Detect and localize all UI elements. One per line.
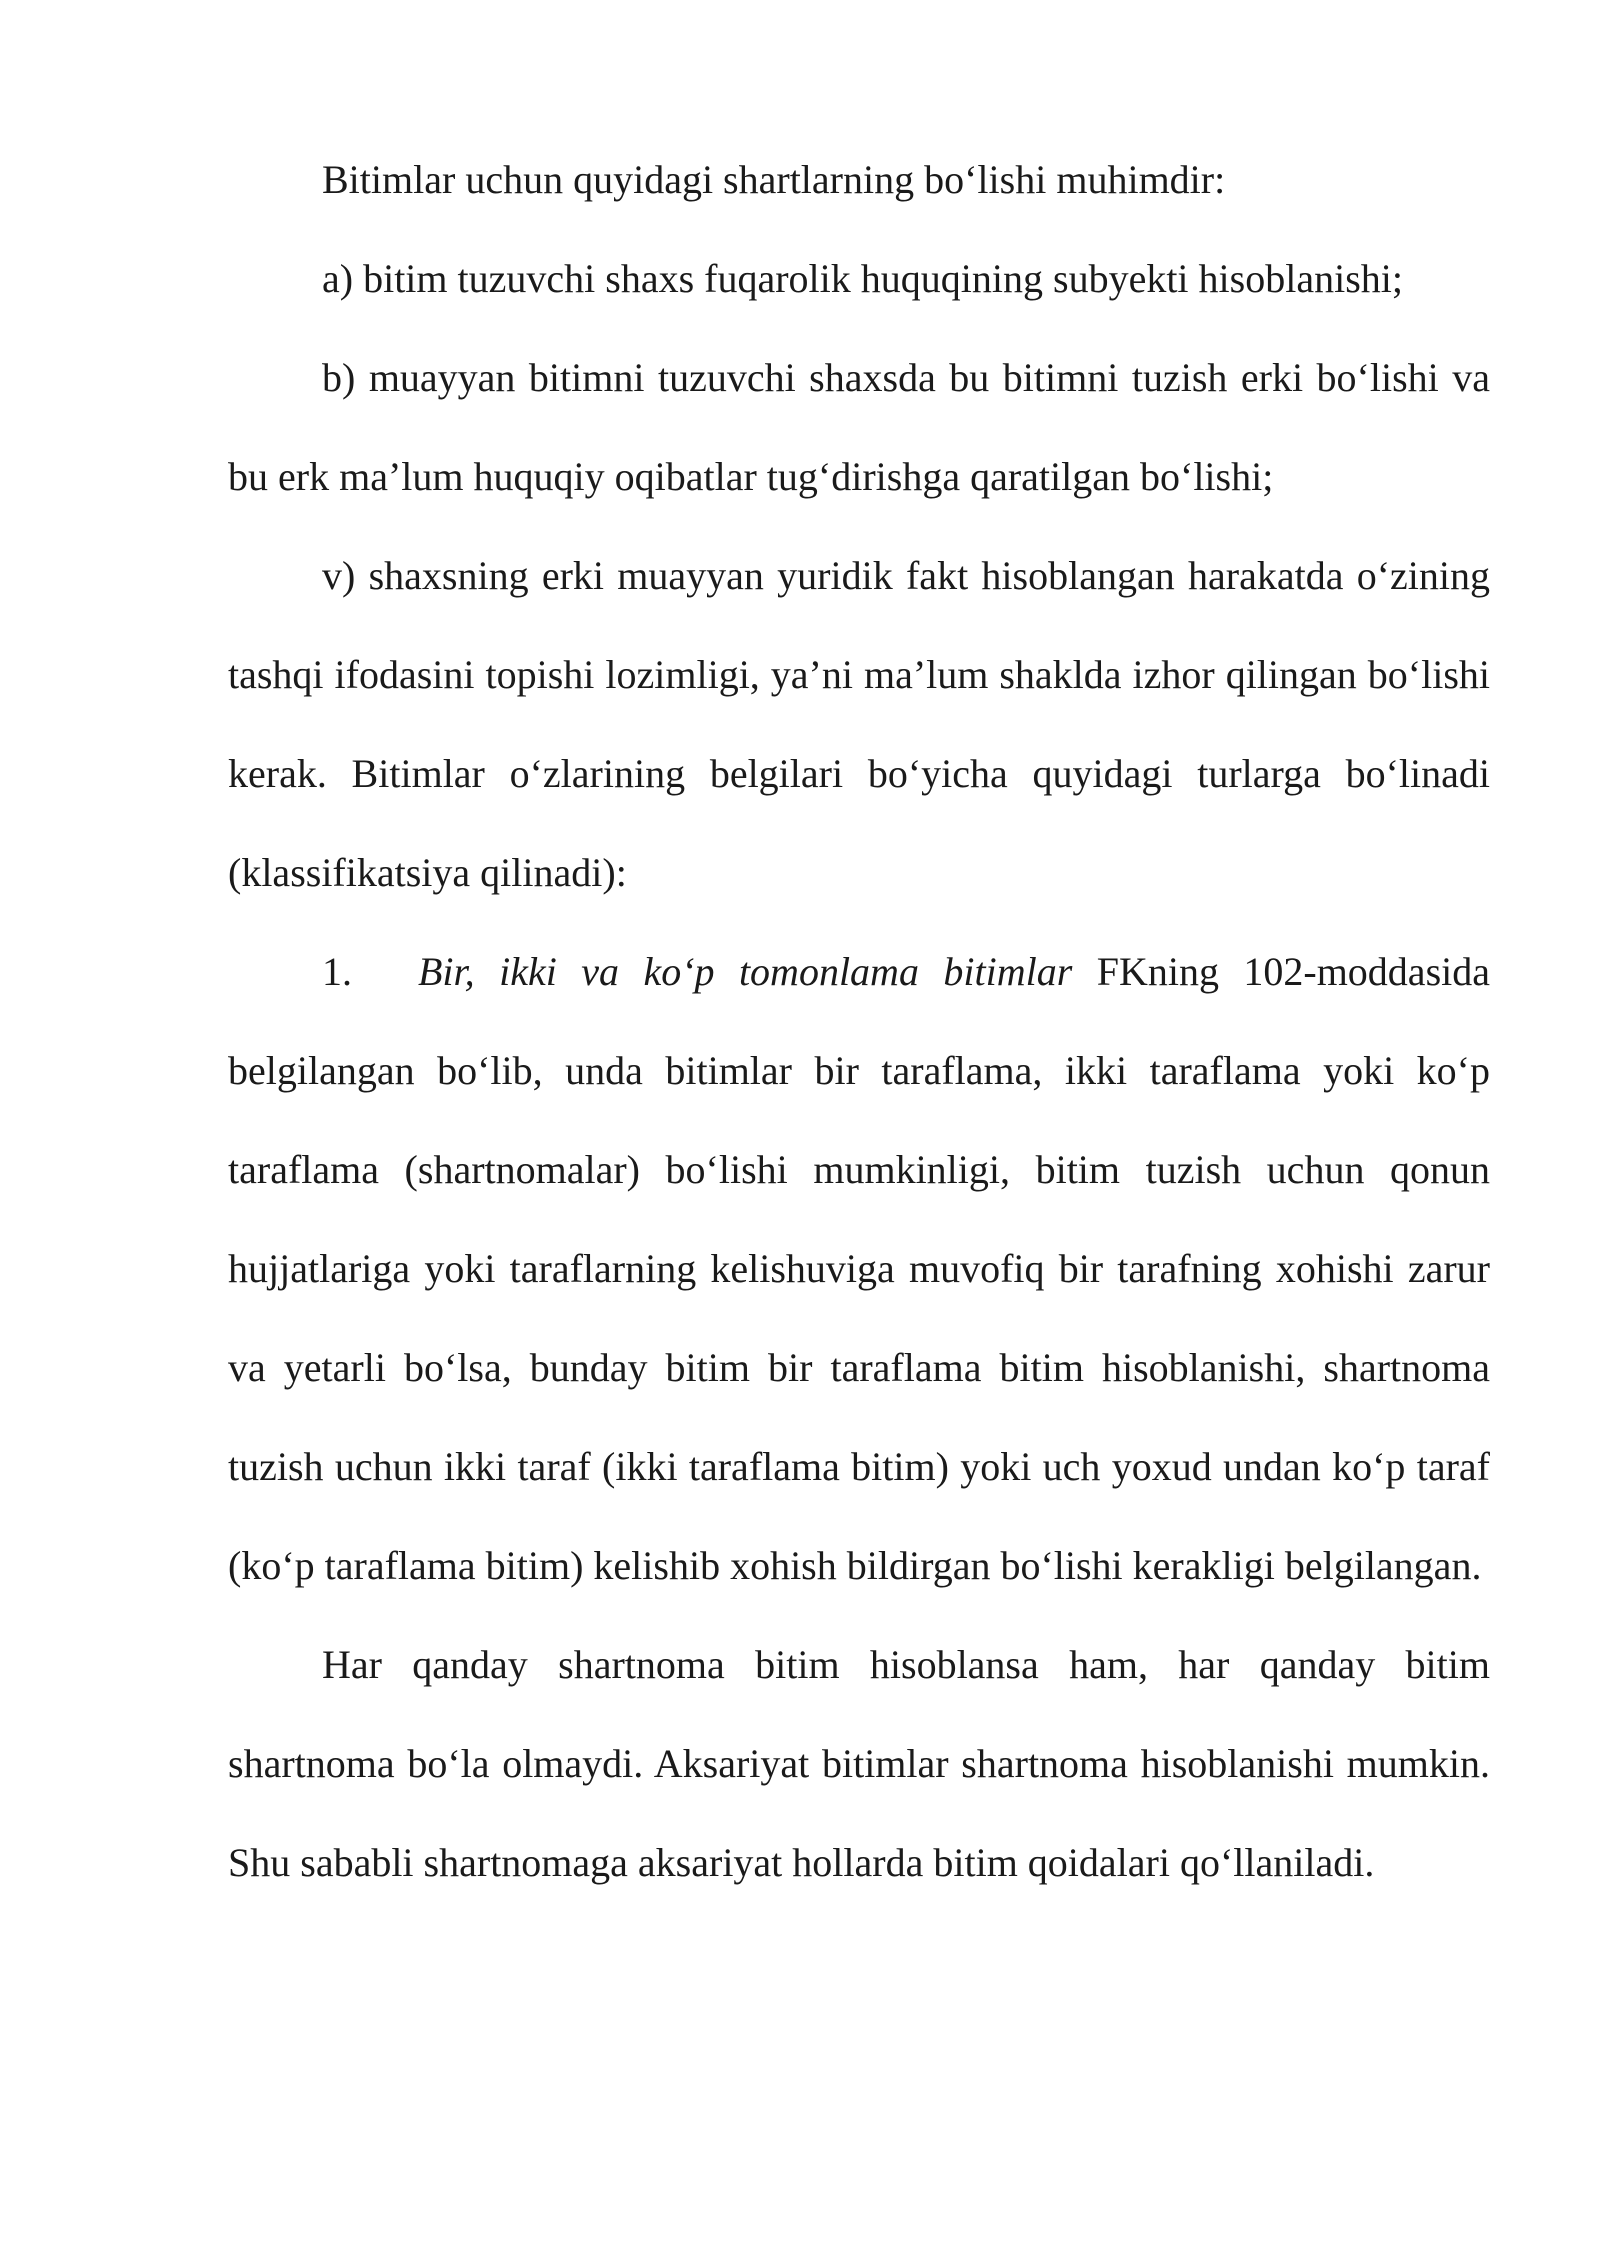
- condition-text-b: muayyan bitimni tuzuvchi shaxsda bu bitimni tuzish erki bo‘lishi va bu erk ma’lum huquqiy oqibatlar tug‘dirishga qaratilgan bo‘lishi;: [228, 355, 1491, 499]
- numbered-item-marker: 1.: [322, 949, 352, 994]
- condition-marker-a: a): [322, 256, 354, 301]
- condition-marker-v: v): [322, 553, 356, 598]
- numbered-item-text: FKning 102-moddasida belgilangan bo‘lib, unda bitimlar bir taraflama, ikki taraflama yoki ko‘p taraflama (shartnomalar) bo‘lishi mumkinligi, bitim tuzish uchun qonun hujjatlariga yoki taraflarning kelishuviga muvofiq bir tarafning xohishi zarur va yetarli bo‘lsa, bunday bitim bir taraflama bitim hisoblanishi, shartnoma tuzish uchun ikki taraf (ikki taraflama bitim) yoki uch yoxud undan ko‘p taraf (ko‘p taraflama bitim) kelishib xohish bildirgan bo‘lishi kerakligi belgilangan.: [228, 949, 1490, 1588]
- numbered-item-1: [228, 922, 1490, 1615]
- document-body: [228, 130, 1490, 1912]
- condition-text-v: shaxsning erki muayyan yuridik fakt hisoblangan harakatda o‘zining tashqi ifodasini topishi lozimligi, ya’ni ma’lum shaklda izhor qilingan bo‘lishi kerak. Bitimlar o‘zlarining belgilari bo‘yicha quyidagi turlarga bo‘linadi (klassifikatsiya qilinadi):: [228, 553, 1491, 895]
- condition-item-v: [228, 526, 1490, 922]
- condition-item-a: [228, 229, 1490, 328]
- intro-paragraph: Bitimlar uchun quyidagi shartlarning bo‘lishi muhimdir:: [322, 157, 1226, 202]
- numbered-item-title: Bir, ikki va ko‘p tomonlama bitimlar: [418, 949, 1073, 994]
- condition-marker-b: b): [322, 355, 356, 400]
- condition-item-b: [228, 328, 1490, 526]
- condition-text-a: bitim tuzuvchi shaxs fuqarolik huquqining subyekti hisoblanishi;: [363, 256, 1403, 301]
- closing-paragraph: Har qanday shartnoma bitim hisoblansa ham, har qanday bitim shartnoma bo‘la olmaydi. Aksariyat bitimlar shartnoma hisoblanishi mumkin. Shu sababli shartnomaga aksariyat hollarda bitim qoidalari qo‘llaniladi.: [228, 1642, 1490, 1885]
